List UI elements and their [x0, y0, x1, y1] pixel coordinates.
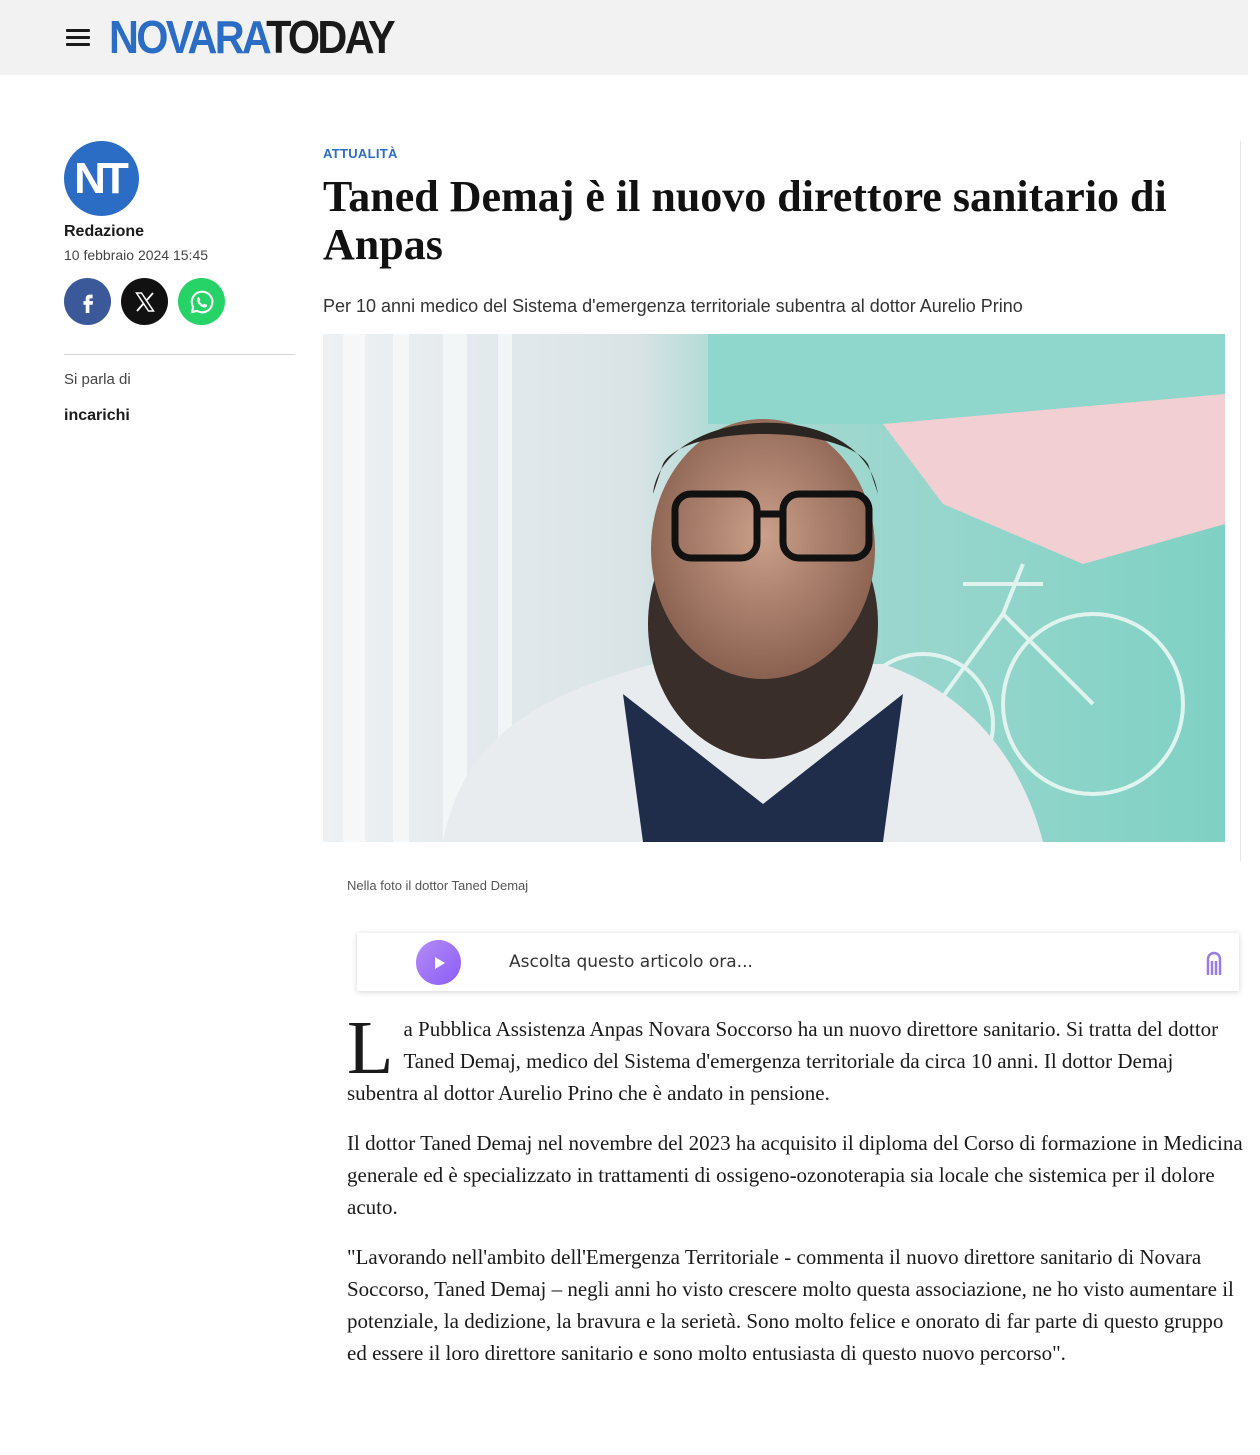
article-body [347, 1006, 1247, 1387]
publish-date: 10 febbraio 2024 15:45 [64, 247, 209, 263]
sidebar-divider [64, 354, 295, 355]
article-paragraph-2: Il dottor Taned Demaj nel novembre del 2023 ha acquisito il diploma del Corso di formazione in Medicina generale ed è specializzato in trattamenti di ossigeno-ozonoterapia sia locale che sistemica per il dolore acuto. [347, 1131, 1243, 1219]
whatsapp-icon [188, 288, 216, 316]
audio-provider-logo-icon[interactable] [1205, 947, 1223, 977]
article-main [323, 146, 1225, 842]
article-paragraph-3: "Lavorando nell'ambito dell'Emergenza Territoriale - commenta il nuovo direttore sanitario di Novara Soccorso, Taned Demaj – negli anni ho visto crescere molto questa associazione, ne ho visto aumentare il potenziale, la dedizione, la bravura e la serietà. Sono molto felice e onorato di far parte di questo gruppo ed essere il loro direttore sanitario e sono molto entusiasta di questo nuovo percorso". [347, 1245, 1234, 1365]
article-category[interactable]: ATTUALITÀ [323, 146, 398, 161]
site-header [0, 0, 1248, 75]
topic-tag-incarichi[interactable]: incarichi [64, 407, 130, 424]
audio-player [357, 933, 1239, 991]
author-name: Redazione [64, 223, 145, 240]
topics-label: Si parla di [64, 371, 131, 388]
x-icon [133, 290, 157, 314]
author-avatar [64, 141, 139, 216]
player-prompt: Ascolta questo articolo ora... [509, 952, 753, 972]
play-button[interactable] [416, 940, 461, 985]
logo-part-novara: NOVARA [109, 11, 267, 63]
article-subtitle: Per 10 anni medico del Sistema d'emergenza territoriale subentra al dottor Aurelio Prino [323, 296, 1023, 316]
article-paragraph-1 [347, 1006, 1247, 1109]
play-icon [431, 955, 447, 971]
drop-cap: L [347, 1006, 394, 1090]
article-title: Taned Demaj è il nuovo direttore sanitario di Anpas [323, 172, 1167, 269]
share-facebook-button[interactable] [64, 278, 111, 325]
hamburger-menu-icon[interactable] [66, 27, 91, 47]
share-whatsapp-button[interactable] [178, 278, 225, 325]
avatar-initials: NT [74, 153, 125, 203]
article-sidebar [64, 141, 295, 425]
logo-part-today: TODAY [266, 11, 393, 63]
paragraph-1-text: a Pubblica Assistenza Anpas Novara Soccorso ha un nuovo direttore sanitario. Si tratta del dottor Taned Demaj, medico del Sistema d'emergenza territoriale da circa 10 anni. Il dottor Demaj subentra al dottor Aurelio Prino che è andato in pensione. [347, 1017, 1219, 1105]
share-buttons [64, 278, 295, 325]
share-x-button[interactable] [121, 278, 168, 325]
facebook-icon [77, 291, 99, 313]
column-divider [1240, 141, 1241, 861]
article-photo [323, 334, 1225, 842]
site-logo[interactable] [109, 11, 393, 63]
photo-caption: Nella foto il dottor Taned Demaj [347, 878, 529, 893]
